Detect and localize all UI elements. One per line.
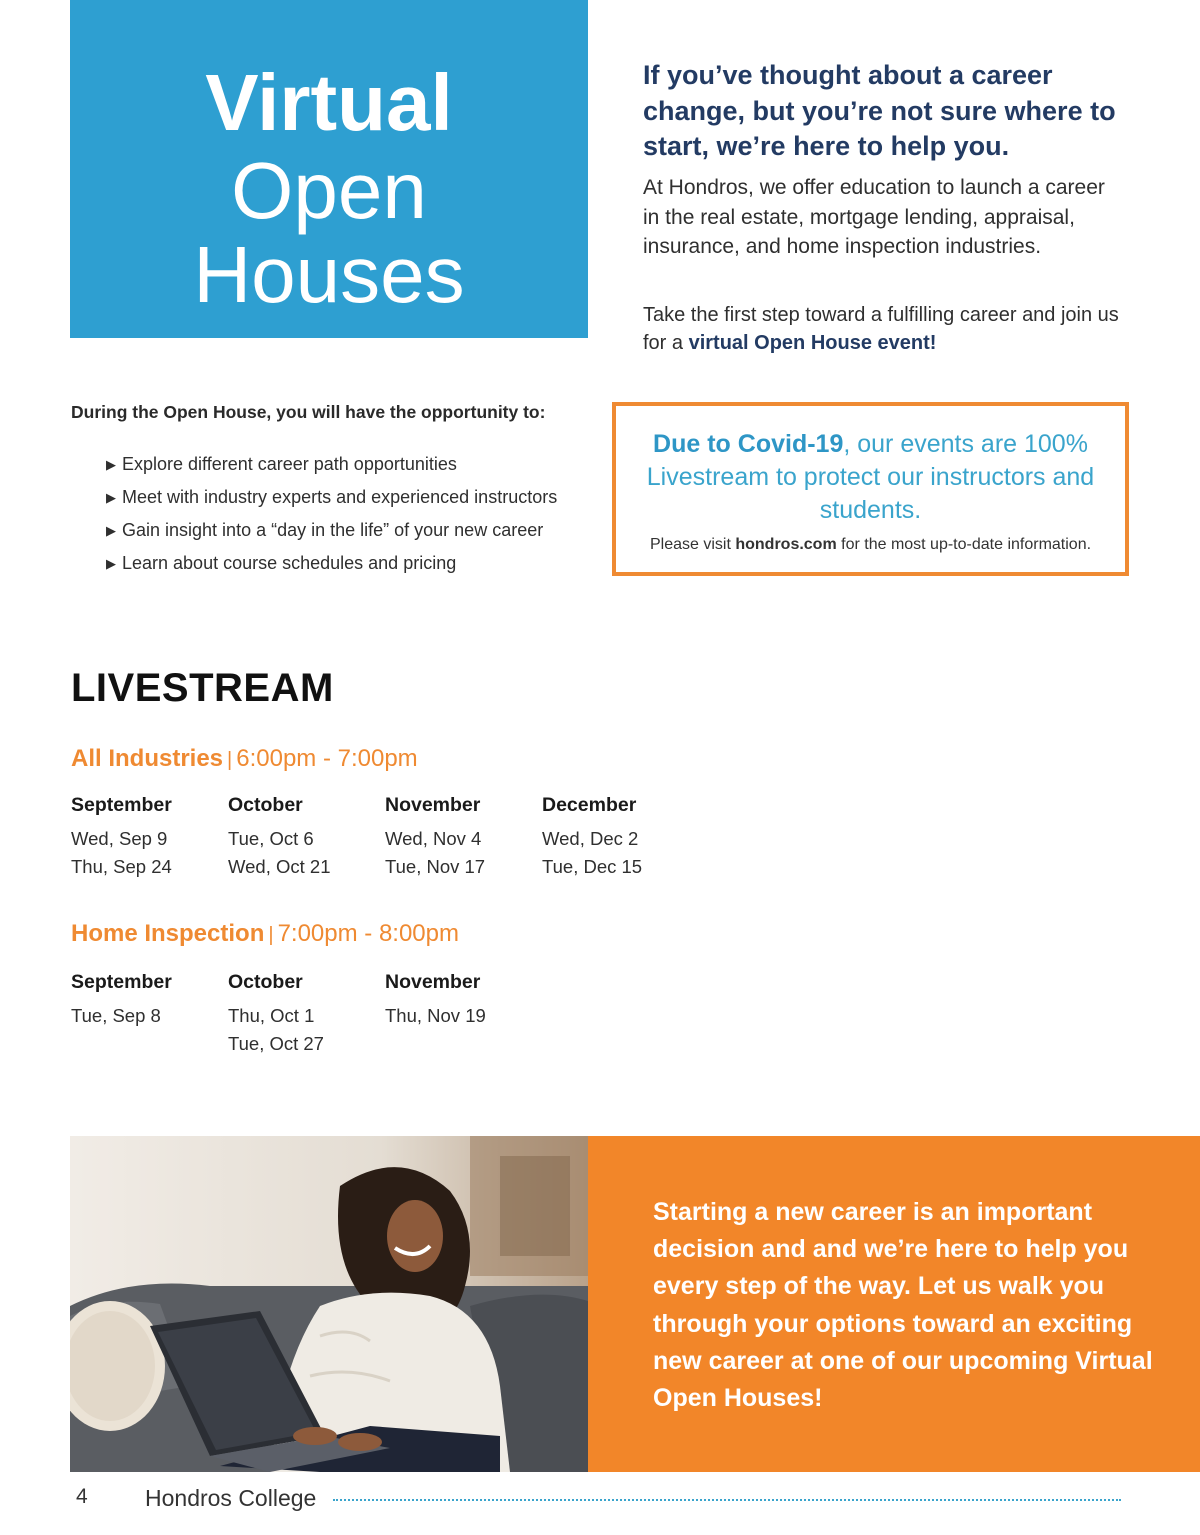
intro-cta-text: Take the first step toward a fulfilling career and join us for a (643, 304, 1119, 354)
covid-note-suffix: for the most up-to-date information. (836, 536, 1092, 553)
schedule-column-september (71, 970, 221, 1030)
hero-title-line-1: Virtual (205, 58, 453, 147)
list-item-text: Meet with industry experts and experienced instructors (122, 487, 558, 507)
schedule-column-october (228, 970, 378, 1058)
photo-illustration (70, 1136, 588, 1472)
schedule-separator: | (268, 924, 274, 946)
event-date: Wed, Oct 21 (228, 856, 331, 877)
callout-panel (588, 1136, 1200, 1472)
triangle-bullet-icon: ▶ (106, 556, 116, 571)
covid-message (616, 428, 1125, 527)
event-date: Thu, Oct 1 (228, 1005, 315, 1026)
schedule-column-october (228, 793, 378, 881)
list-item-text: Gain insight into a “day in the life” of your new career (122, 520, 544, 540)
intro-call-to-action (643, 301, 1123, 357)
livestream-heading: LIVESTREAM (71, 666, 334, 710)
schedule-column-november (385, 970, 535, 1030)
event-date: Thu, Nov 19 (385, 1005, 486, 1026)
covid-notice-box (612, 402, 1129, 576)
triangle-bullet-icon: ▶ (106, 523, 116, 538)
schedule-name: Home Inspection (71, 920, 265, 947)
list-item (106, 552, 596, 575)
schedule-time: 6:00pm - 7:00pm (236, 745, 418, 772)
hero-title-line-2: Open (231, 146, 427, 235)
covid-message-text: , our events are 100% Livestream to protect our instructors and students. (646, 430, 1095, 524)
schedule-column-december (542, 793, 692, 881)
callout-text: Starting a new career is an important decision and and we’re here to help you every step of the way. Let us walk you through your options toward an exciting new career at one of our upcoming Virtual Open Houses! (653, 1198, 1153, 1413)
covid-note-prefix: Please visit (649, 536, 736, 553)
list-item (106, 486, 596, 509)
event-date: Tue, Oct 6 (228, 828, 314, 849)
month-label: December (542, 794, 637, 816)
event-date: Tue, Dec 15 (542, 856, 643, 877)
schedule-column-november (385, 793, 535, 881)
month-label: September (71, 794, 172, 816)
schedule-time: 7:00pm - 8:00pm (277, 920, 459, 947)
triangle-bullet-icon: ▶ (106, 490, 116, 505)
event-date: Wed, Sep 9 (71, 828, 168, 849)
website-link[interactable]: hondros.com (735, 536, 837, 553)
list-item (106, 519, 596, 542)
woman-with-laptop-photo (70, 1136, 588, 1472)
intro-cta-emphasis: virtual Open House event! (688, 332, 937, 354)
footer-college-name: Hondros College (145, 1485, 317, 1511)
event-date: Wed, Nov 4 (385, 828, 482, 849)
event-date: Tue, Sep 8 (71, 1005, 161, 1026)
covid-website-note (616, 536, 1125, 554)
list-item (106, 453, 596, 476)
list-item-text: Explore different career path opportunities (122, 454, 457, 474)
schedule-column-september (71, 793, 221, 881)
list-item-text: Learn about course schedules and pricing (122, 553, 457, 573)
month-label: November (385, 971, 481, 993)
all-industries-heading (71, 745, 418, 773)
event-date: Tue, Nov 17 (385, 856, 486, 877)
covid-emphasis: Due to Covid-19 (653, 430, 844, 458)
month-label: October (228, 794, 303, 816)
intro-heading: If you’ve thought about a career change, but you’re not sure where to start, we’re here to help you. (643, 60, 1116, 161)
page-number: 4 (76, 1485, 88, 1508)
opportunities-lead: During the Open House, you will have the opportunity to: (71, 402, 546, 422)
intro-paragraph: At Hondros, we offer education to launch a career in the real estate, mortgage lending, appraisal, insurance, and home inspection industries. (643, 176, 1105, 258)
month-label: October (228, 971, 303, 993)
month-label: November (385, 794, 481, 816)
schedule-name: All Industries (71, 745, 224, 772)
event-date: Tue, Oct 27 (228, 1033, 324, 1054)
hero-title-block (70, 0, 588, 338)
event-date: Wed, Dec 2 (542, 828, 639, 849)
month-label: September (71, 971, 172, 993)
triangle-bullet-icon: ▶ (106, 457, 116, 472)
hero-title-line-3: Houses (193, 230, 465, 319)
footer-dotted-divider (333, 1499, 1121, 1501)
event-date: Thu, Sep 24 (71, 856, 172, 877)
home-inspection-heading (71, 920, 459, 948)
opportunities-list (106, 453, 596, 585)
schedule-separator: | (227, 749, 233, 771)
